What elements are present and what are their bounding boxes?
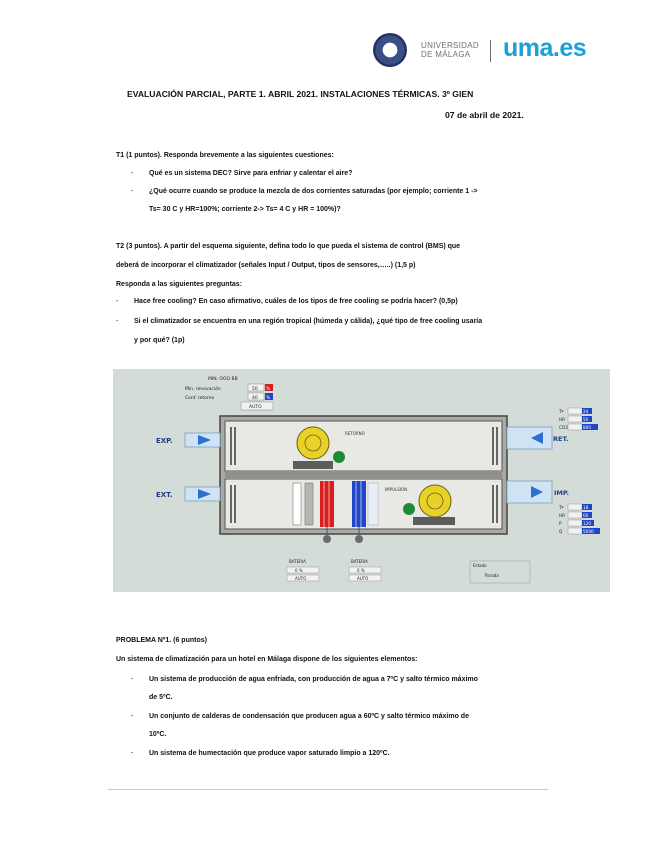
imp-q-label: Q xyxy=(559,529,563,534)
problem-item-3: Un sistema de humectación que produce vapor saturado limpio a 120ºC. xyxy=(149,750,390,757)
heating-valve-icon xyxy=(323,535,331,543)
university-seal-icon xyxy=(373,33,407,67)
status-label: Estado xyxy=(473,563,487,568)
exam-date: 07 de abril de 2021. xyxy=(445,110,524,120)
t2-item-1: Hace free cooling? En caso afirmativo, cuáles de los tipos de free cooling se podría hacer? (0,5p) xyxy=(134,298,458,305)
filter xyxy=(305,483,313,525)
imp-hr-field xyxy=(568,512,582,518)
problem-heading: PROBLEMA Nº1. (6 puntos) xyxy=(116,637,207,644)
panel-row-2-unit: % xyxy=(266,396,271,401)
problem-item-1-cont: de 5ºC. xyxy=(149,694,173,701)
university-line-2: DE MÁLAGA xyxy=(421,50,471,59)
ret-temp-field xyxy=(568,408,582,414)
supply-duct xyxy=(507,481,552,503)
heating-coil xyxy=(320,481,334,527)
bullet-dash: - xyxy=(131,188,134,195)
panel-row-1-value: 50 xyxy=(252,387,258,392)
supply-fan-icon xyxy=(419,485,451,517)
problem-item-2: Un conjunto de calderas de condensación que producen agua a 60ºC y salto térmico máximo de xyxy=(149,713,469,720)
t2-line-3: Responda a las siguientes preguntas: xyxy=(116,281,243,288)
exam-title: EVALUACIÓN PARCIAL, PARTE 1. ABRIL 2021. INSTALACIONES TÉRMICAS. 3º GIEN xyxy=(127,89,474,99)
return-section xyxy=(225,421,502,471)
return-duct xyxy=(507,427,552,449)
bullet-dash: - xyxy=(116,298,119,305)
university-line-1: UNIVERSIDAD xyxy=(421,41,479,50)
valve-1-value: 0 % xyxy=(295,568,303,573)
valve-1-auto: AUTO xyxy=(295,576,307,581)
header-separator xyxy=(490,40,491,62)
problem-intro: Un sistema de climatización para un hotel en Málaga dispone de los siguientes elementos: xyxy=(116,656,418,663)
ret-temp-label: Tª xyxy=(559,409,564,414)
ret-hr-label: HR xyxy=(559,417,566,422)
section-divider xyxy=(225,471,502,479)
valve-1-value-field[interactable] xyxy=(287,567,319,573)
ret-label: RET. xyxy=(553,435,569,443)
valve-1-title: BATERIA xyxy=(289,559,306,564)
bullet-dash: - xyxy=(131,713,134,720)
valve-2-value-field[interactable] xyxy=(349,567,381,573)
imp-p-value: 120 xyxy=(583,521,591,526)
ext-label: EXT. xyxy=(156,491,173,499)
ret-hr-field xyxy=(568,416,582,422)
exp-label: EXP. xyxy=(156,437,173,445)
imp-temp-value: 18 xyxy=(583,505,589,510)
ret-co2-label: CO2 xyxy=(559,425,568,430)
t2-item-2-cont: y por qué? (1p) xyxy=(134,337,185,344)
valve-2-value: 0 % xyxy=(357,568,365,573)
t2-item-2: Si el climatizador se encuentra en una región tropical (húmeda y cálida), ¿qué tipo de free cooling usaría xyxy=(134,318,483,325)
t2-line-2: deberá de incorporar el climatizador (señales Input / Output, tipos de sensores,…..) (1,5 p) xyxy=(116,262,416,269)
bullet-dash: - xyxy=(116,318,119,325)
imp-q-field xyxy=(568,528,582,534)
panel-auto-label: AUTO xyxy=(249,405,262,410)
t1-heading: T1 (1 puntos). Responda brevemente a las siguientes cuestiones: xyxy=(116,152,334,159)
imp-label: IMP. xyxy=(554,489,569,497)
valve-2-auto: AUTO xyxy=(357,576,369,581)
t1-item-1: Qué es un sistema DEC? Sirve para enfriar y calentar el aire? xyxy=(149,170,353,177)
imp-p-label: P xyxy=(559,521,562,526)
uma-logo: uma.es xyxy=(503,34,587,62)
return-motor-icon xyxy=(333,451,345,463)
ahu-schematic xyxy=(113,369,610,592)
cooling-coil xyxy=(352,481,366,527)
fan-bottom-label: IMPULSION xyxy=(385,487,408,492)
return-fan-icon xyxy=(297,427,329,459)
panel-row-1-label: Min. renovación xyxy=(185,387,221,392)
fan-top-label: RETORNO xyxy=(345,431,365,436)
cooling-valve-icon xyxy=(355,535,363,543)
ret-hr-value: 50 xyxy=(583,417,589,422)
valve-2-title: BATERIA xyxy=(351,559,368,564)
ret-co2-value: 800 xyxy=(583,425,591,430)
humidifier xyxy=(368,483,378,525)
imp-hr-value: 60 xyxy=(583,513,589,518)
imp-p-field xyxy=(568,520,582,526)
return-fan-base xyxy=(293,461,333,469)
university-name xyxy=(421,41,479,59)
filter xyxy=(293,483,301,525)
footer-rule xyxy=(108,789,548,790)
imp-hr-label: HR xyxy=(559,513,566,518)
bullet-dash: - xyxy=(131,676,134,683)
imp-temp-label: Tª xyxy=(559,505,564,510)
t1-item-2: ¿Qué ocurre cuando se produce la mezcla de dos corrientes saturadas (por ejemplo; corriente 1 -> xyxy=(149,188,478,195)
ahu-diagram xyxy=(113,369,610,592)
bullet-dash: - xyxy=(131,750,134,757)
panel-row-1-unit: % xyxy=(266,387,271,392)
imp-temp-field xyxy=(568,504,582,510)
problem-item-1: Un sistema de producción de agua enfriada, con producción de agua a 7ºC y salto térmico máximo xyxy=(149,676,478,683)
status-value: Parada xyxy=(485,573,499,578)
t2-line-1: T2 (3 puntos). A partir del esquema siguiente, defina todo lo que pueda el sistema de control (BMS) que xyxy=(116,243,461,250)
bullet-dash: - xyxy=(131,170,134,177)
ret-co2-field xyxy=(568,424,582,430)
panel-title: MIN. OOO BB xyxy=(208,377,238,382)
supply-fan-base xyxy=(413,517,455,525)
problem-item-2-cont: 10ºC. xyxy=(149,731,167,738)
supply-motor-icon xyxy=(403,503,415,515)
panel-row-2-label: Conf. retorno xyxy=(185,396,215,401)
panel-row-2-value: 40 xyxy=(252,396,258,401)
t1-item-2-cont: Ts= 30 C y HR=100%; corriente 2-> Ts= 4 C y HR = 100%)? xyxy=(149,206,341,213)
ret-temp-value: 24 xyxy=(583,409,589,414)
imp-q-value: 5000 xyxy=(583,529,594,534)
